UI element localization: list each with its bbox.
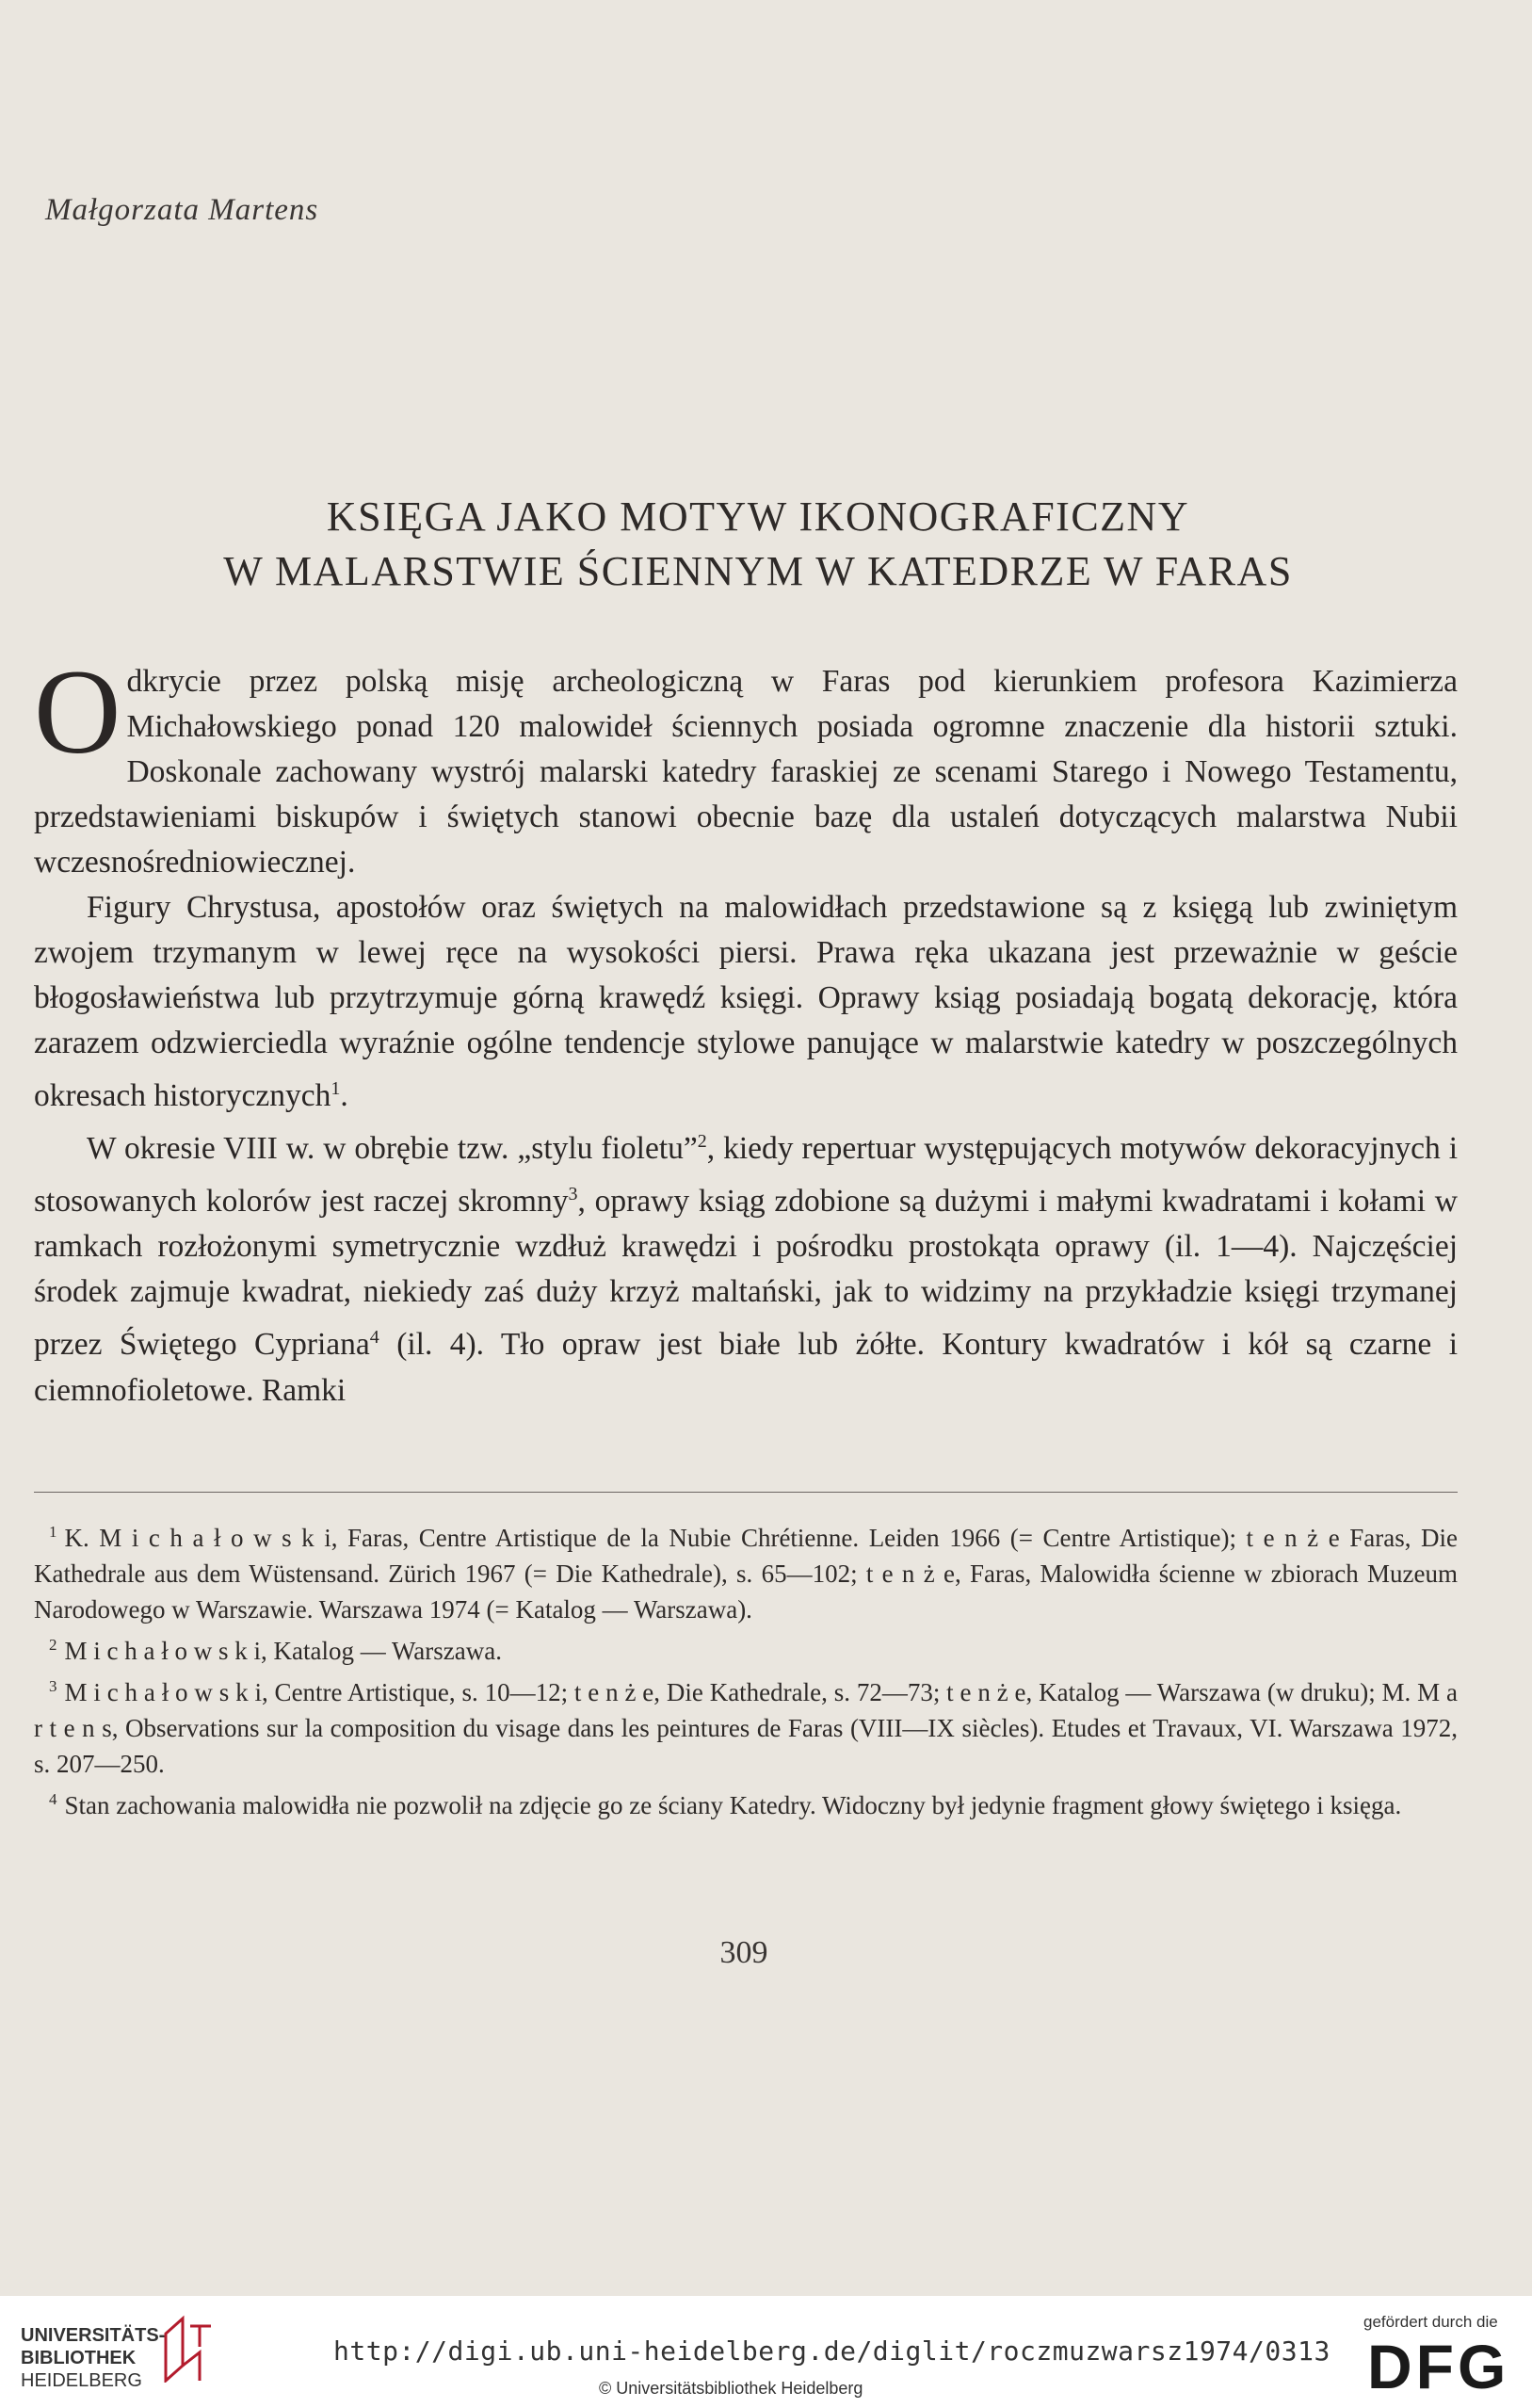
footnote-divider [34, 1492, 1458, 1493]
footnote-1: $^1$ K. M i c h a ł o w s k i, Faras, Centre Artistique de la Nubie Chrétienne. Leiden 1966 (= Centre Artistique); t e n ż e Faras, Die Kathedrale aus dem Wüstensand. Zürich 1967 (= Die Kathedrale), s. 65—102; t e n ż e, Faras, Malowidła ścienne w zbiorach Muzeum Narodowego w Warszawie. Warszawa 1974 (= Katalog — Warszawa). [34, 1523, 1458, 1624]
drop-cap: O [34, 645, 121, 779]
article-title [0, 490, 1516, 599]
permalink-url[interactable]: http://digi.ub.uni-heidelberg.de/diglit/roczmuzwarsz1974/0313 [333, 2335, 1330, 2367]
funder-note: gefördert durch die [1363, 2313, 1498, 2331]
library-emblem-icon [162, 2315, 215, 2383]
paragraph-3: W okresie VIII w. w obrębie tzw. „stylu fioletu”$^2$, kiedy repertuar występujących motywów dekoracyjnych i stosowanych kolorów jest raczej skromny$^3$, oprawy ksiąg zdobione są dużymi i małymi kwadratami i kołami w ramkach rozłożonymi symetrycznie wzdłuż krawędzi i pośrodku prostokąta oprawy (il. 1—4). Najczęściej środek zajmuje kwadrat, niekiedy zaś duży krzyż maltański, jak to widzimy na przykładzie księgi trzymanej przez Świętego Cypriana$^4$ (il. 4). Tło opraw jest białe lub żółte. Kontury kwadratów i kół są czarne i ciemnofioletowe. Ramki [34, 1131, 1459, 1408]
paragraph-2: Figury Chrystusa, apostołów oraz świętych na malowidłach przedstawione są z księgą lub zwiniętym zwojem trzymanym w lewej ręce na wysokości piersi. Prawa ręka ukazana jest przeważnie w geście błogosławieństwa lub przytrzymuje górną krawędź księgi. Oprawy ksiąg posiadają bogatą dekorację, która zarazem odzwierciedla wyraźnie ogólne tendencje stylowe panujące w malarstwie katedry w poszczególnych okresach historycznych$^1$. [34, 890, 1458, 1114]
dfg-logo[interactable]: DFG [1367, 2332, 1510, 2401]
author-name: Małgorzata Martens [45, 193, 319, 227]
title-line-2: W MALARSTWIE ŚCIENNYM W KATEDRZE W FARAS [223, 548, 1293, 594]
digitization-footer [0, 2296, 1532, 2408]
footnote-ref: 4 [369, 1327, 379, 1349]
footnote-ref: 1 [331, 1078, 341, 1099]
footnote-2: $^2$ M i c h a ł o w s k i, Katalog — Warszawa. [49, 1636, 502, 1665]
footnote-ref: 3 [568, 1184, 578, 1205]
footnotes [34, 1514, 1458, 1823]
copyright-notice: © Universitätsbibliothek Heidelberg [599, 2379, 863, 2398]
page-number: 309 [719, 1935, 768, 1970]
footnote-4: $^4$ Stan zachowania malowidła nie pozwolił na zdjęcie go ze ściany Katedry. Widoczny był jedynie fragment głowy świętego i księga. [49, 1790, 1402, 1819]
paragraph-1: Odkrycie przez polską misję archeologiczną w Faras pod kierunkiem profesora Kazimierza Michałowskiego ponad 120 malowideł ściennych posiada ogromne znaczenie dla historii sztuki. Doskonale zachowany wystrój malarski katedry faraskiej ze scenami Starego i Nowego Testamentu, przedstawieniami biskupów i świętych stanowi obecnie bazę dla ustaleń dotyczących malarstwa Nubii wczesnośredniowiecznej. [34, 645, 1458, 880]
footnote-3: $^3$ M i c h a ł o w s k i, Centre Artistique, s. 10—12; t e n ż e, Die Kathedrale, s. 72—73; t e n ż e, Katalog — Warszawa (w druku); M. M a r t e n s, Observations sur la composition du visage dans les peintures de Faras (VIII—IX siècles). Etudes et Travaux, VI. Warszawa 1972, s. 207—250. [34, 1677, 1458, 1778]
title-line-1: KSIĘGA JAKO MOTYW IKONOGRAFICZNY [326, 493, 1190, 540]
footnote-ref: 2 [697, 1131, 707, 1153]
article-body [34, 645, 1459, 1414]
library-logo[interactable]: UNIVERSITÄTS- BIBLIOTHEK HEIDELBERG [21, 2325, 166, 2391]
